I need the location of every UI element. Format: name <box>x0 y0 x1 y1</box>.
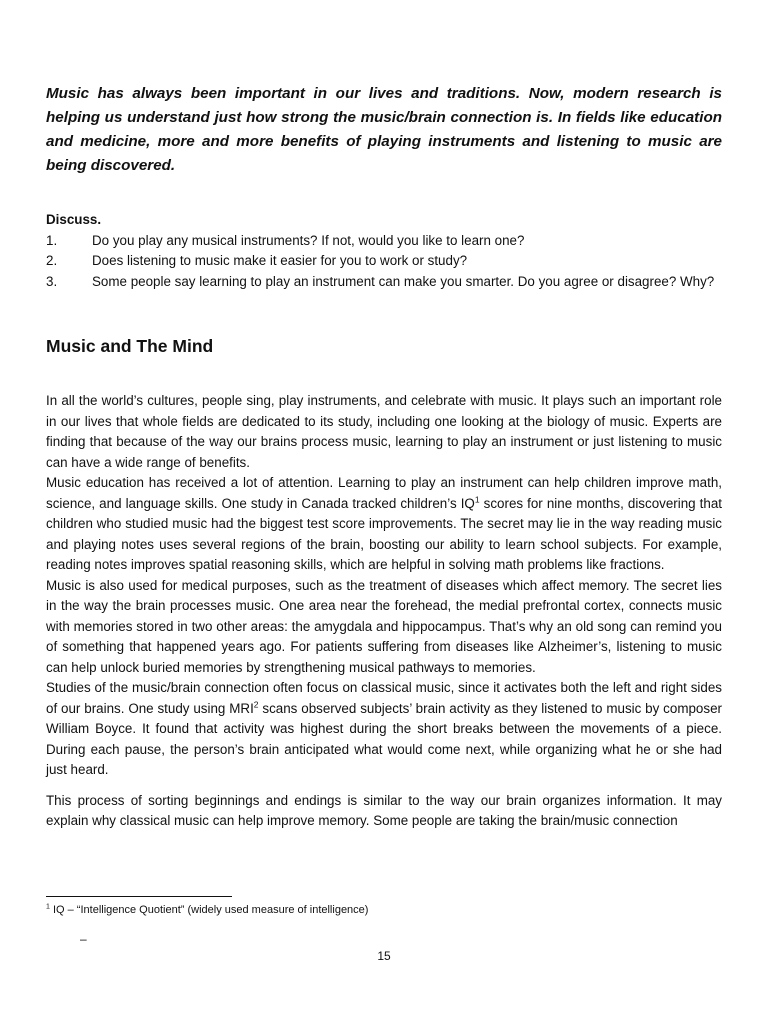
body-paragraph: In all the world’s cultures, people sing, play instruments, and celebrate with music. It plays such an important role in our lives that whole fields are dedicated to its study, including one looking at the biology of music. Experts are finding that because of the way our brains process music, learning to play an instrument or just listening to music can have a wide range of benefits. <box>46 393 722 470</box>
footnote-reference: 1 <box>474 494 480 505</box>
dash-mark: – <box>80 932 87 946</box>
section-heading: Music and The Mind <box>46 336 214 356</box>
intro-paragraph: Music has always been important in our lives and traditions. Now, modern research is helping us understand just how strong the music/brain connection is. In fields like education and medicine, more and more benefits of playing instruments and listening to music are being discovered. <box>46 85 722 174</box>
discussion-question <box>46 251 722 272</box>
body-paragraph <box>46 473 722 576</box>
paragraph-text: scans observed subjects’ brain activity as they listened to music by composer William Boyce. It found that activity was highest during the short breaks between the movements of a piece. During each pause, the person’s brain anticipated what would come next, while organizing what he or she had just heard. <box>46 700 722 777</box>
page-number: 15 <box>377 949 391 963</box>
footnote-marker: 1 <box>46 903 50 911</box>
body-paragraph: Music is also used for medical purposes, such as the treatment of diseases which affect memory. The secret lies in the way the brain processes music. One area near the forehead, the medial prefrontal cortex, connects music with memories stored in two other areas: the amygdala and hippocampus. That’s why an old song can remind you of something that happened years ago. For patients suffering from diseases like Alzheimer’s, listening to music can help unlock buried memories by strengthening musical pathways to memories. <box>46 577 722 675</box>
footnote-reference: 2 <box>253 699 259 710</box>
discussion-heading: Discuss. <box>46 212 102 227</box>
question-text: Do you play any musical instruments? If not, would you like to learn one? <box>92 232 525 248</box>
question-text: Does listening to music make it easier for you to work or study? <box>92 253 468 268</box>
footnote-text: IQ – “Intelligence Quotient” (widely used measure of intelligence) <box>49 904 369 916</box>
question-number: 1. <box>46 232 58 248</box>
question-number: 2. <box>46 253 58 268</box>
footnote-separator <box>46 896 232 897</box>
body-paragraph: This process of sorting beginnings and endings is similar to the way our brain organizes information. It may explain why classical music can help improve memory. Some people are taking the brain/music connection <box>46 792 722 828</box>
paragraph-text: scores for nine months, discovering that children who studied music had the biggest test score improvements. The secret may lie in the way reading music and playing notes uses several regions of the brain, boosting our ability to learn school subjects. For example, reading notes improves spatial reasoning skills, which are helpful in solving math problems like fractions. <box>46 495 722 572</box>
article-body <box>46 391 722 832</box>
body-paragraph <box>46 678 722 781</box>
question-text: Some people say learning to play an instrument can make you smarter. Do you agree or disagree? Why? <box>92 273 715 289</box>
document-page <box>46 0 722 1024</box>
discussion-section <box>46 210 722 292</box>
discussion-question <box>46 272 722 293</box>
paragraph-text: Music education has received a lot of attention. Learning to play an instrument can help children improve math, science, and language skills. One study in Canada tracked children’s IQ <box>46 475 722 511</box>
discussion-question <box>46 231 722 252</box>
footnote <box>46 902 368 918</box>
question-number: 3. <box>46 273 58 289</box>
discussion-question-list <box>46 231 722 293</box>
paragraph-text: Studies of the music/brain connection often focus on classical music, since it activates both the left and right sides of our brains. One study using MRI <box>46 680 722 716</box>
